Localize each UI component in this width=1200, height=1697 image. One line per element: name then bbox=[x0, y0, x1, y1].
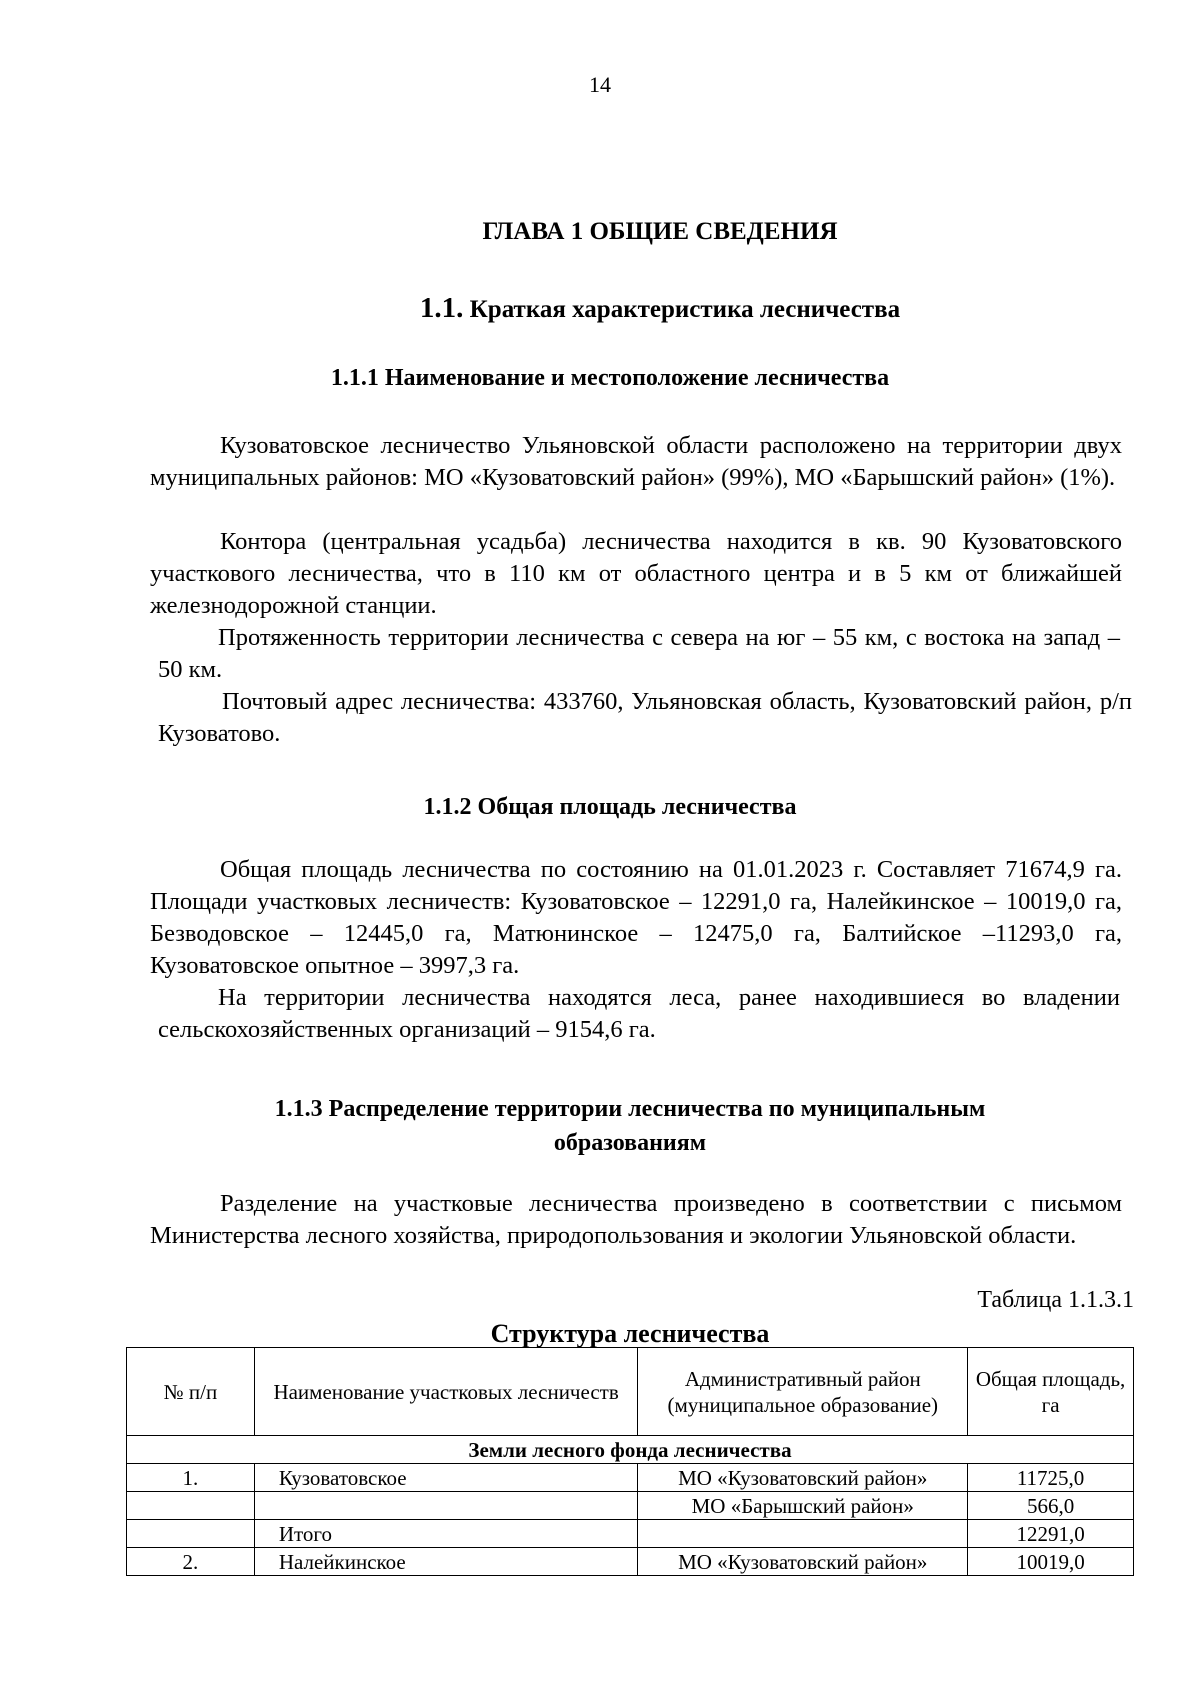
cell-number bbox=[127, 1492, 255, 1520]
cell-number bbox=[127, 1520, 255, 1548]
cell-name: Налейкинское bbox=[254, 1548, 638, 1576]
paragraph-text: Кузоватовское лесничество Ульяновской области расположено на территории двух муниципальных районов: МО «Кузоватовский район» (99%), МО «Барышский район» (1%). bbox=[150, 432, 1122, 491]
cell-district bbox=[638, 1520, 968, 1548]
column-header: № п/п bbox=[127, 1348, 255, 1436]
section-title-line: 1.1.3 Распределение территории лесничества по муниципальным bbox=[274, 1096, 986, 1122]
paragraph-text: Протяженность территории лесничества с севера на юг – 55 км, с востока на запад – 50 км. bbox=[158, 624, 1120, 683]
table-title: Структура лесничества bbox=[490, 1319, 770, 1348]
paragraph-text: Разделение на участковые лесничества произведено в соответствии с письмом Министерства лесного хозяйства, природопользования и экологии Ульяновской области. bbox=[150, 1190, 1122, 1249]
paragraph-text: Общая площадь лесничества по состоянию на 01.01.2023 г. Составляет 71674,9 га. Площади участковых лесничеств: Кузоватовское – 12291,0 га, Налейкинское – 10019,0 га, Безводовское – 12445,0 га, Матюнинское – 12475,0 га, Балтийское –11293,0 га, Кузоватовское опытное – 3997,3 га. bbox=[150, 856, 1122, 979]
column-header: Административный район (муниципальное образование) bbox=[638, 1348, 968, 1436]
cell-name: Кузоватовское bbox=[254, 1464, 638, 1492]
page-number: 14 bbox=[589, 72, 611, 97]
cell-name: Итого bbox=[254, 1520, 638, 1548]
paragraph-text: Почтовый адрес лесничества: 433760, Ульяновская область, Кузоватовский район, р/п Кузоватово. bbox=[158, 688, 1132, 747]
paragraph-postal-address bbox=[158, 686, 1132, 750]
section-title: Краткая характеристика лесничества bbox=[469, 296, 901, 323]
cell-area: 566,0 bbox=[968, 1492, 1134, 1520]
paragraph-total-area bbox=[150, 854, 1122, 982]
cell-district: МО «Кузоватовский район» bbox=[638, 1464, 968, 1492]
table-row bbox=[127, 1492, 1134, 1520]
cell-number: 1. bbox=[127, 1464, 255, 1492]
table-row bbox=[127, 1520, 1134, 1548]
subheader-cell: Земли лесного фонда лесничества bbox=[127, 1436, 1134, 1464]
forestry-structure-table bbox=[126, 1347, 1134, 1576]
paragraph-agricultural-forests bbox=[158, 982, 1120, 1046]
column-header: Общая площадь, га bbox=[968, 1348, 1134, 1436]
cell-area: 11725,0 bbox=[968, 1464, 1134, 1492]
section-1-1-3-heading bbox=[0, 1092, 1200, 1160]
cell-area: 12291,0 bbox=[968, 1520, 1134, 1548]
cell-area: 10019,0 bbox=[968, 1548, 1134, 1576]
chapter-title: ГЛАВА 1 ОБЩИЕ СВЕДЕНИЯ bbox=[482, 218, 838, 245]
table-subheader-row bbox=[127, 1436, 1134, 1464]
section-title-line: образованиям bbox=[553, 1130, 707, 1156]
section-number: 1.1. bbox=[419, 292, 464, 324]
table-header-row bbox=[127, 1348, 1134, 1436]
cell-name bbox=[254, 1492, 638, 1520]
paragraph-text: На территории лесничества находятся леса, ранее находившиеся во владении сельскохозяйственных организаций – 9154,6 га. bbox=[158, 984, 1120, 1043]
cell-number: 2. bbox=[127, 1548, 255, 1576]
paragraph-office bbox=[150, 526, 1122, 622]
cell-district: МО «Кузоватовский район» bbox=[638, 1548, 968, 1576]
table-row bbox=[127, 1548, 1134, 1576]
section-1-1-1-heading: 1.1.1 Наименование и местоположение лесничества bbox=[330, 365, 890, 391]
section-1-1-2-heading: 1.1.2 Общая площадь лесничества bbox=[423, 794, 797, 820]
table-row bbox=[127, 1464, 1134, 1492]
table-caption: Таблица 1.1.3.1 bbox=[977, 1287, 1134, 1313]
cell-district: МО «Барышский район» bbox=[638, 1492, 968, 1520]
paragraph-text: Контора (центральная усадьба) лесничества находится в кв. 90 Кузоватовского участкового лесничества, что в 110 км от областного центра и в 5 км от ближайшей железнодорожной станции. bbox=[150, 528, 1122, 619]
section-1-1-heading bbox=[0, 292, 1200, 325]
paragraph-division bbox=[150, 1188, 1122, 1252]
paragraph-location bbox=[150, 430, 1122, 494]
paragraph-extent bbox=[158, 622, 1120, 686]
column-header: Наименование участковых лесничеств bbox=[254, 1348, 638, 1436]
